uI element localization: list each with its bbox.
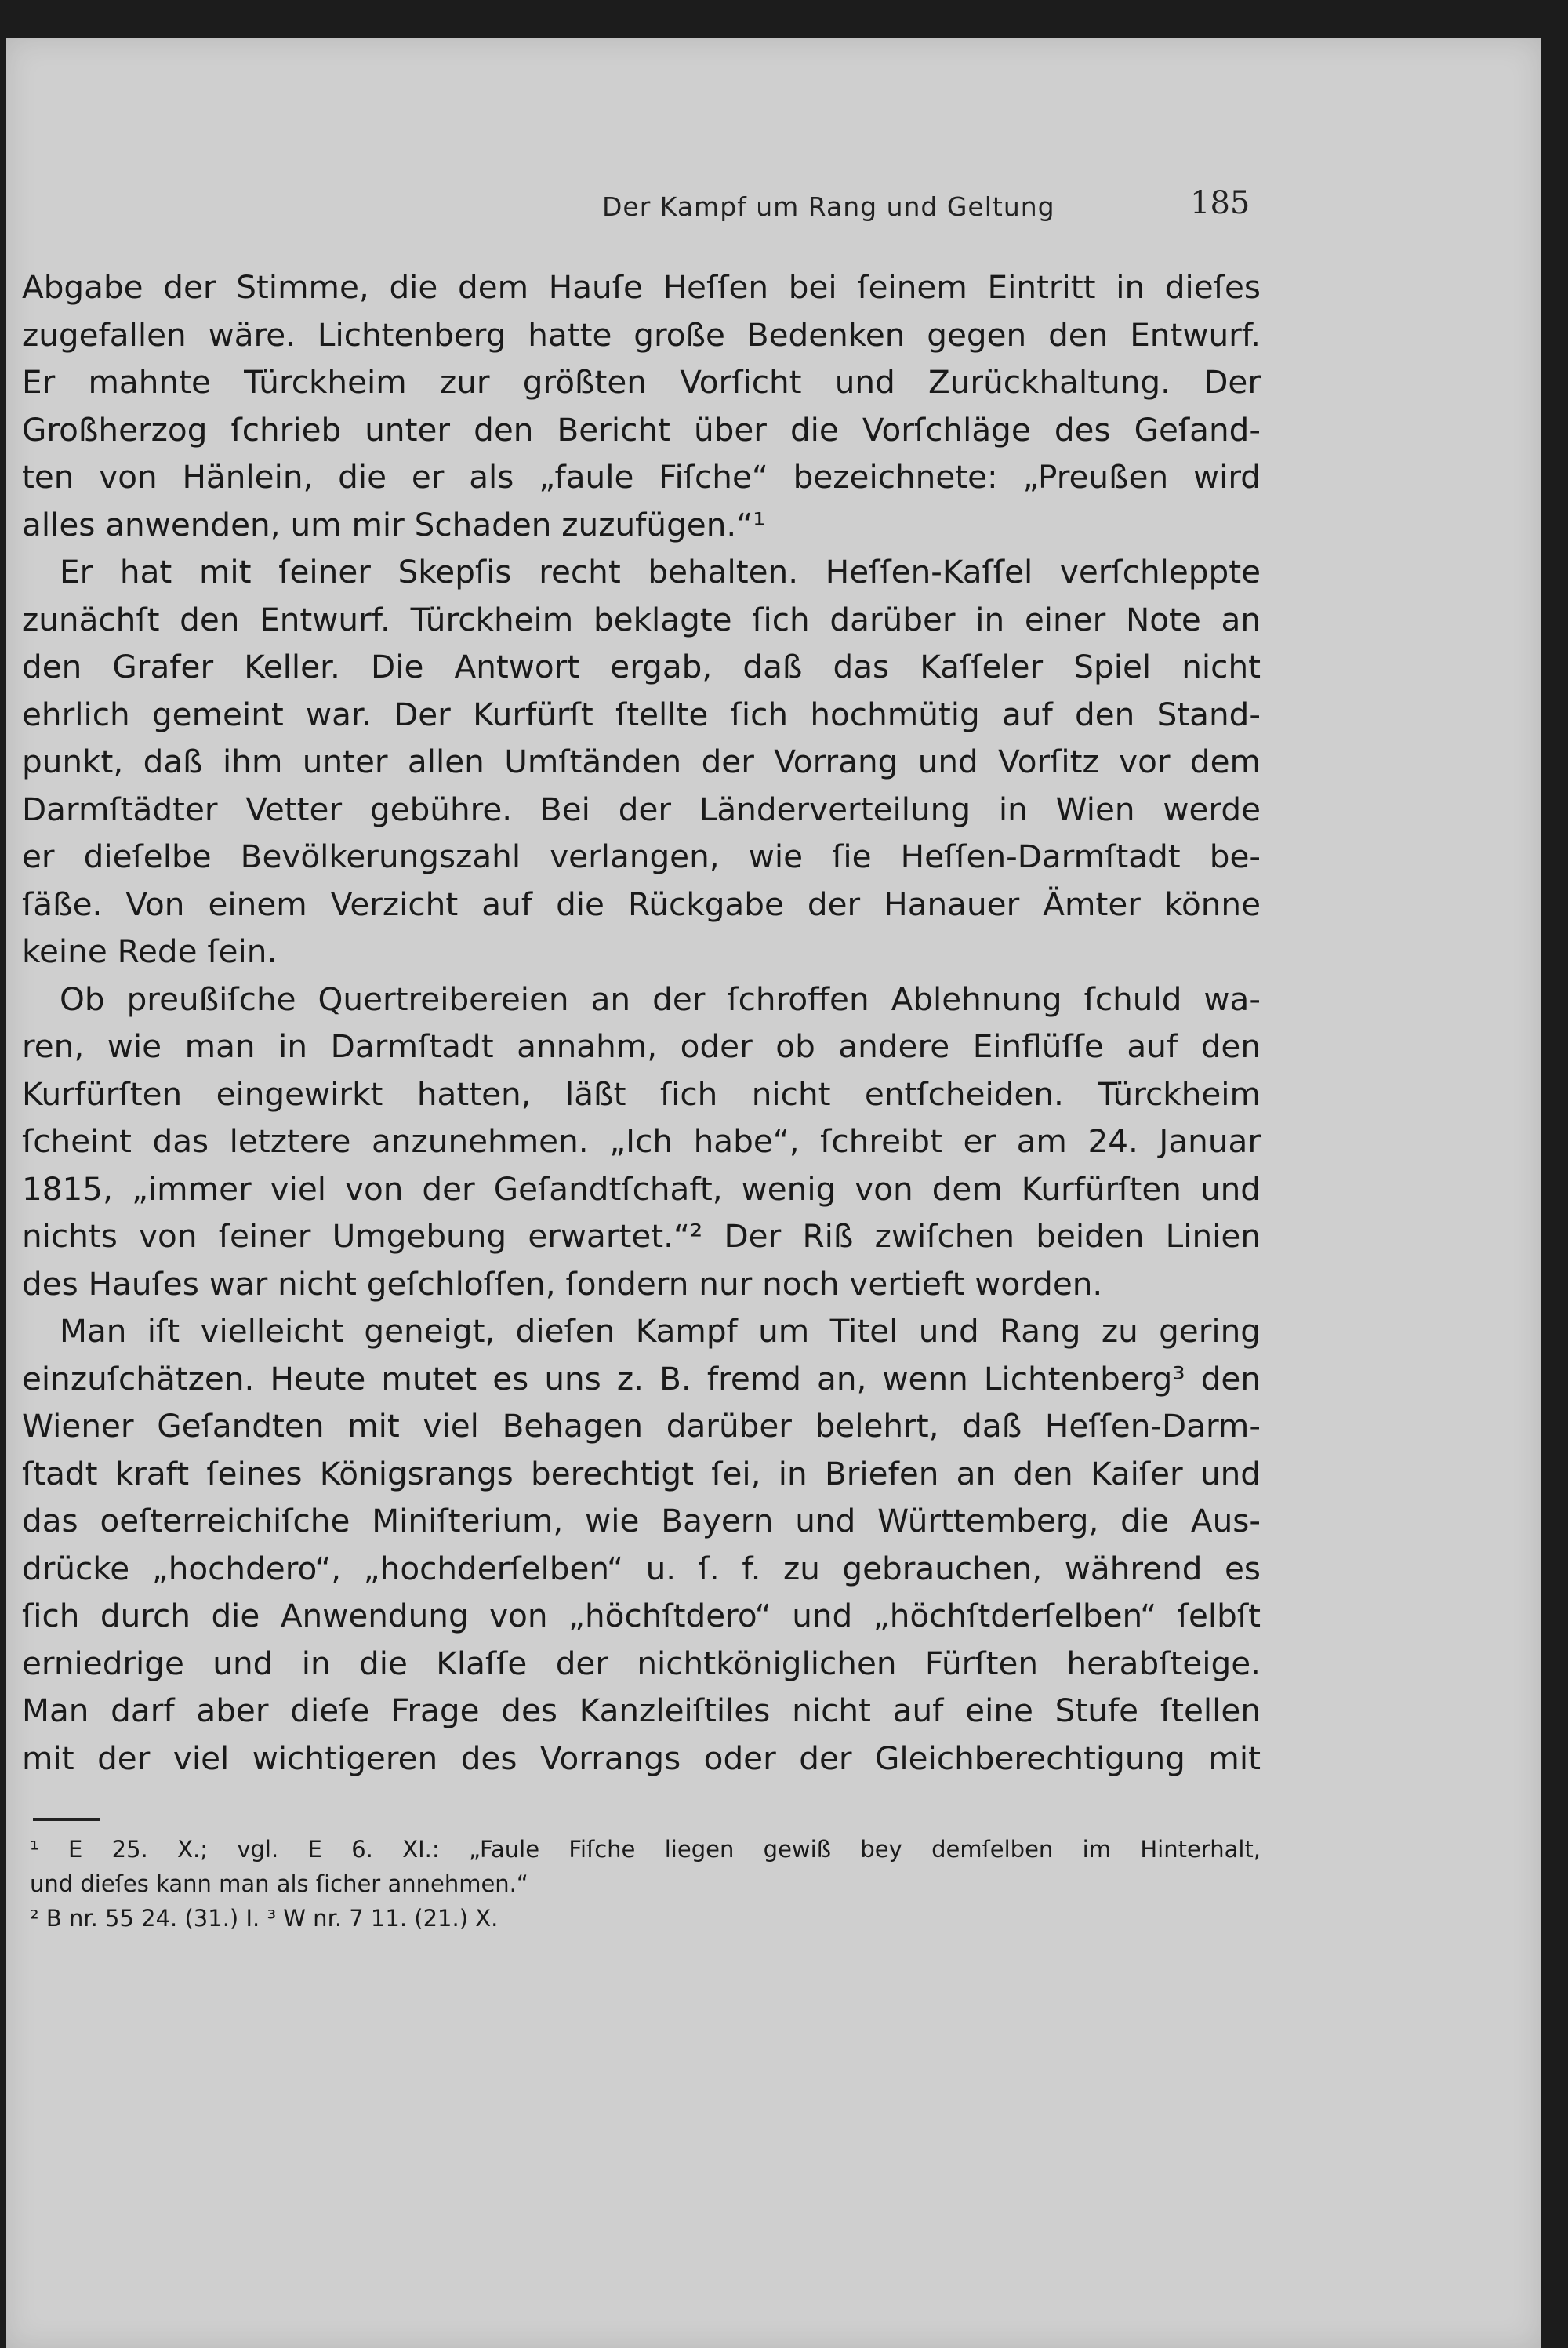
footnote-line: ¹ E 25. X.; vgl. E 6. XI.: „Faule Fiſche liegen gewiß bey demſelben im Hinterhalt, (30, 1836, 1261, 1863)
text-line: Abgabe der Stimme, die dem Hauſe Heſſen bei ſeinem Eintritt in dieſes (22, 268, 1261, 306)
text-line: das oeſterreichiſche Miniſterium, wie Bayern und Württemberg, die Aus- (22, 1502, 1261, 1539)
footnote-line: und dieſes kann man als ſicher annehmen.“ (30, 1870, 528, 1897)
text-line: Großherzog ſchrieb unter den Bericht über die Vorſchläge des Geſand- (22, 410, 1261, 449)
footnote-rule (33, 1818, 100, 1821)
text-line: ſäße. Von einem Verzicht auf die Rückgabe der Hanauer Ämter könne (22, 885, 1261, 923)
text-line: ſtadt kraft ſeines Königsrangs berechtigt ſei, in Briefen an den Kaiſer und (22, 1454, 1261, 1492)
text-line: drücke „hochdero“, „hochderſelben“ u. ſ. f. zu gebrauchen, während es (22, 1549, 1261, 1587)
body-text (22, 264, 1261, 1782)
text-line: zugefallen wäre. Lichtenberg hatte große Bedenken gegen den Entwurf. (22, 315, 1261, 354)
text-line: alles anwenden, um mir Schaden zuzufügen.“¹ (22, 505, 766, 543)
text-line: Er mahnte Türckheim zur größten Vorſicht und Zurückhaltung. Der (22, 363, 1261, 401)
text-line: ehrlich gemeint war. Der Kurfürſt ſtellte ſich hochmütig auf den Stand- (22, 695, 1261, 733)
text-line: Wiener Geſandten mit viel Behagen darüber belehrt, daß Heſſen-Darm- (22, 1407, 1261, 1445)
footnotes (30, 1832, 1261, 1935)
text-line: ſcheint das letztere anzunehmen. „Ich habe“, ſchreibt er am 24. Januar (22, 1122, 1261, 1160)
book-page (6, 38, 1541, 2348)
text-line: 1815, „immer viel von der Geſandtſchaft, wenig von dem Kurfürſten und (22, 1169, 1261, 1208)
text-line: Er hat mit ſeiner Skepſis recht behalten. Heſſen-Kaſſel verſchleppte (60, 553, 1261, 591)
text-line: ſich durch die Anwendung von „höchſtdero“ und „höchſtderſelben“ ſelbſt (22, 1597, 1261, 1634)
text-line: des Hauſes war nicht geſchloſſen, ſondern nur noch vertieft worden. (22, 1264, 1103, 1303)
text-line: erniedrige und in die Klaſſe der nichtköniglichen Fürſten herabſteige. (22, 1644, 1261, 1682)
text-line: punkt, daß ihm unter allen Umſtänden der Vorrang und Vorſitz vor dem (22, 743, 1261, 780)
text-line: Darmſtädter Vetter gebühre. Bei der Länderverteilung in Wien werde (22, 790, 1261, 828)
page-number: 185 (1190, 185, 1250, 221)
text-line: ren, wie man in Darmſtadt annahm, oder ob andere Einflüſſe auf den (22, 1027, 1261, 1065)
text-line: ten von Hänlein, die er als „faule Fiſche“ bezeichnete: „Preußen wird (22, 458, 1261, 496)
text-line: einzuſchätzen. Heute mutet es uns z. B. fremd an, wenn Lichtenberg³ den (22, 1359, 1261, 1398)
text-line: Ob preußiſche Quertreibereien an der ſchroffen Ablehnung ſchuld wa- (60, 980, 1261, 1018)
text-line: zunächſt den Entwurf. Türckheim beklagte ſich darüber in einer Note an (22, 600, 1261, 638)
text-line: Kurfürſten eingewirkt hatten, läßt ſich nicht entſcheiden. Türckheim (22, 1074, 1261, 1113)
text-line: keine Rede ſein. (22, 932, 278, 970)
text-line: mit der viel wichtigeren des Vorrangs oder der Gleichberechtigung mit (22, 1739, 1261, 1777)
footnote-line: ² B nr. 55 24. (31.) I. ³ W nr. 7 11. (21.) X. (30, 1905, 499, 1932)
text-line: Man darf aber dieſe Frage des Kanzleiſtiles nicht auf eine Stufe ſtellen (22, 1692, 1261, 1729)
text-line: er dieſelbe Bevölkerungszahl verlangen, wie ſie Heſſen-Darmſtadt be- (22, 838, 1261, 875)
running-head: Der Kampf um Rang und Geltung (602, 191, 1055, 222)
text-line: nichts von ſeiner Umgebung erwartet.“² Der Riß zwiſchen beiden Linien (22, 1217, 1261, 1255)
text-line: den Grafer Keller. Die Antwort ergab, daß das Kaſſeler Spiel nicht (22, 648, 1261, 685)
text-line: Man iſt vielleicht geneigt, dieſen Kampf um Titel und Rang zu gering (60, 1312, 1261, 1350)
